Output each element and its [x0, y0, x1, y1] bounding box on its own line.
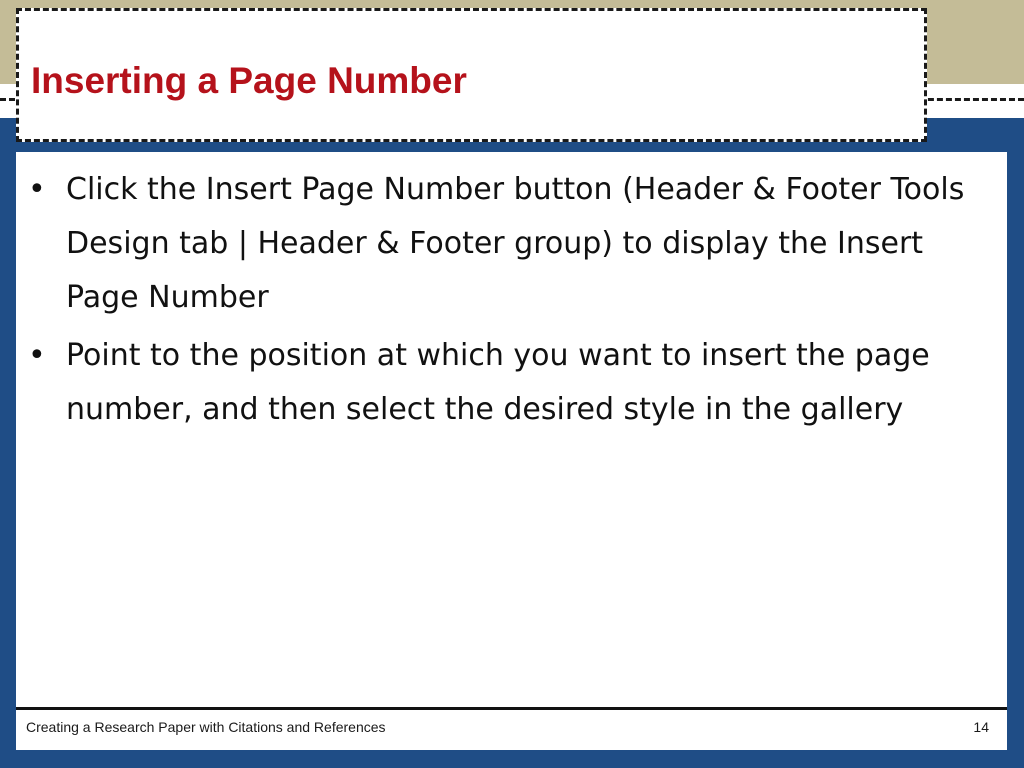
bullet-list [24, 163, 984, 441]
bullet-item [24, 329, 984, 437]
title-placeholder [16, 8, 927, 142]
footer-title: Creating a Research Paper with Citations and References [26, 719, 386, 735]
slide-title: Inserting a Page Number [31, 60, 467, 101]
bullet-item [24, 163, 984, 325]
slide-footer [16, 707, 1007, 750]
bullet-text: Click the Insert Page Number button (Header & Footer Tools Design tab | Header & Footer group) to display the Insert Page Number [66, 172, 965, 315]
slide-page-number: 14 [973, 719, 989, 735]
bullet-dot-icon: • [28, 338, 46, 373]
bullet-dot-icon: • [28, 172, 46, 207]
bullet-text: Point to the position at which you want to insert the page number, and then select the desired style in the gallery [66, 338, 930, 427]
